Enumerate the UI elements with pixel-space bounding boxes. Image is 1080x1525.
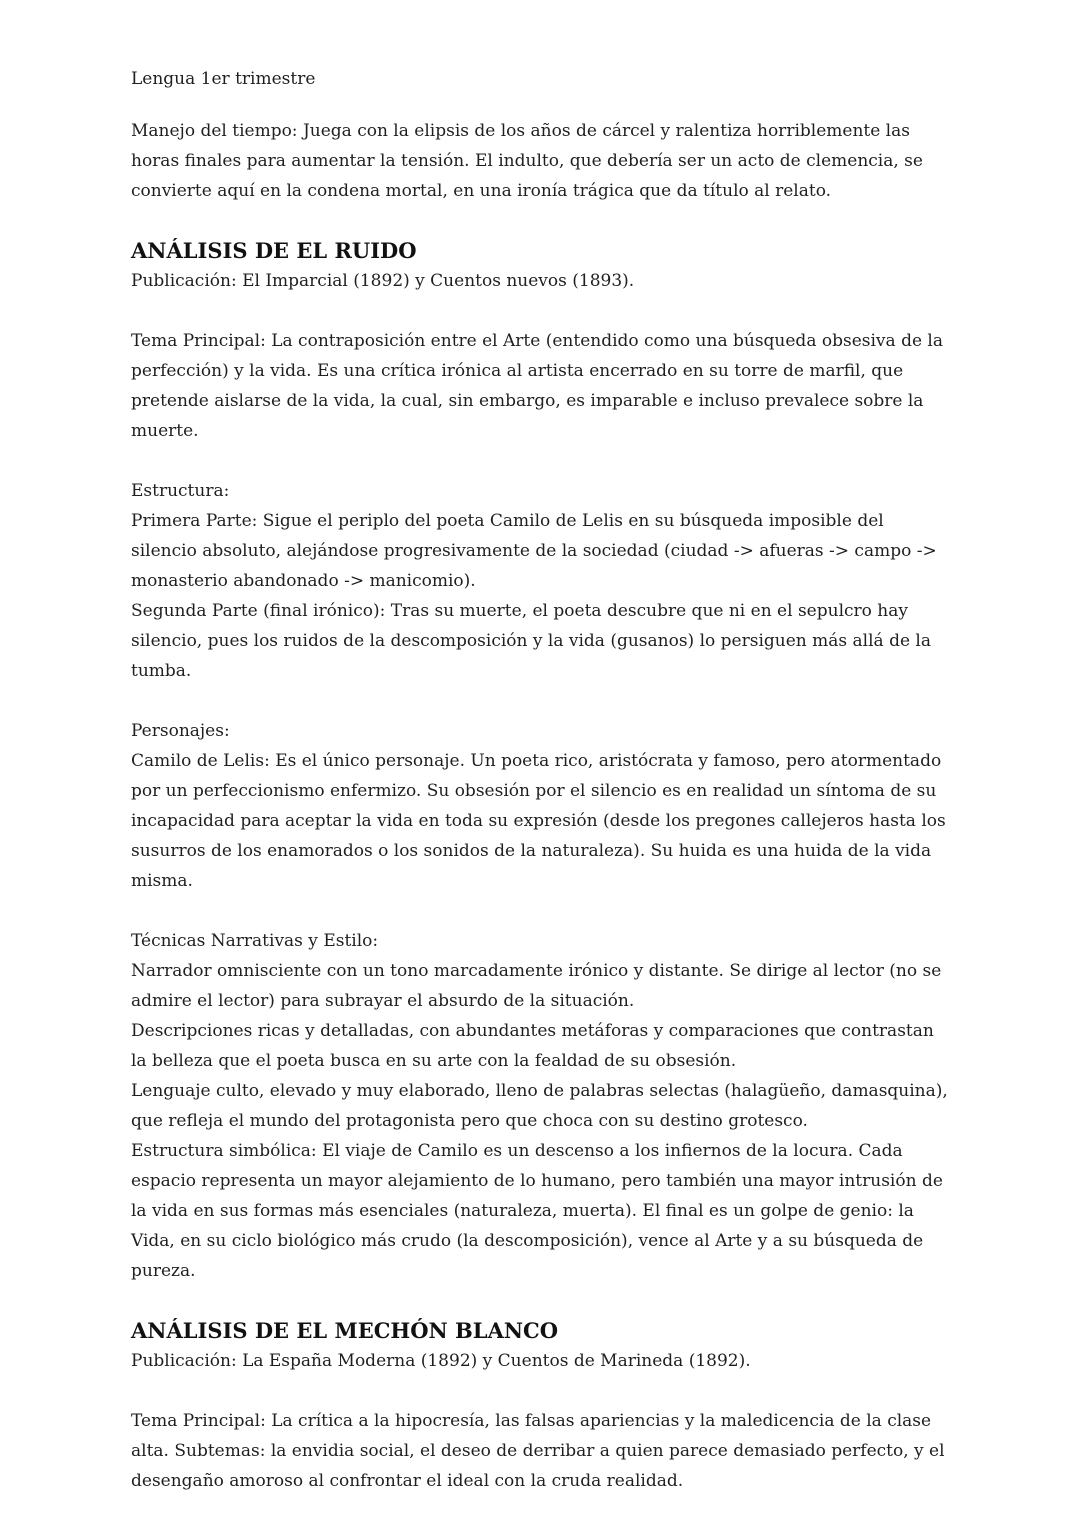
heading-analisis-el-mechon-blanco: ANÁLISIS DE EL MECHÓN BLANCO [131,1318,559,1343]
ruido-publicacion: Publicación: El Imparcial (1892) y Cuentos nuevos (1893). [131,271,635,291]
spacer [131,446,951,476]
ruido-descripciones: Descripciones ricas y detalladas, con abundantes metáforas y comparaciones que contrastan la belleza que el poeta busca en su arte con la fealdad de su obsesión. [131,1021,934,1071]
mechon-tema-principal: Tema Principal: La crítica a la hipocresía, las falsas apariencias y la maledicencia de la clase alta. Subtemas: la envidia social, el deseo de derribar a quien parece demasiado perfecto, y el desengaño amoroso al confrontar el ideal con la cruda realidad. [131,1411,945,1491]
ruido-estructura-label: Estructura: [131,481,230,501]
spacer [131,1376,951,1406]
heading-analisis-el-ruido: ANÁLISIS DE EL RUIDO [131,238,417,263]
spacer [131,896,951,926]
ruido-narrador: Narrador omnisciente con un tono marcadamente irónico y distante. Se dirige al lector (no se admire el lector) para subrayar el absurdo de la situación. [131,961,942,1011]
ruido-estructura-simbolica: Estructura simbólica: El viaje de Camilo es un descenso a los infiernos de la locura. Cada espacio representa un mayor alejamiento de lo humano, pero también una mayor intrusión de la vida en sus formas más esenciales (naturaleza, muerta). El final es un golpe de genio: la Vida, en su ciclo biológico más crudo (la descomposición), vence al Arte y a su búsqueda de pureza. [131,1141,943,1281]
paragraph-manejo-tiempo: Manejo del tiempo: Juega con la elipsis de los años de cárcel y ralentiza horriblemente las horas finales para aumentar la tensión. El indulto, que debería ser un acto de clemencia, se convierte aquí en la condena mortal, en una ironía trágica que da título al relato. [131,121,923,201]
ruido-tecnicas-label: Técnicas Narrativas y Estilo: [131,931,379,951]
ruido-lenguaje: Lenguaje culto, elevado y muy elaborado, lleno de palabras selectas (halagüeño, damasquina), que refleja el mundo del protagonista pero que choca con su destino grotesco. [131,1081,948,1131]
spacer [131,686,951,716]
ruido-tema-principal: Tema Principal: La contraposición entre el Arte (entendido como una búsqueda obsesiva de la perfección) y la vida. Es una crítica irónica al artista encerrado en su torre de marfil, que pretende aislarse de la vida, la cual, sin embargo, es imparable e incluso prevalece sobre la muerte. [131,331,943,441]
ruido-personajes-label: Personajes: [131,721,230,741]
spacer [131,296,951,326]
mechon-publicacion: Publicación: La España Moderna (1892) y Cuentos de Marineda (1892). [131,1351,751,1371]
ruido-segunda-parte: Segunda Parte (final irónico): Tras su muerte, el poeta descubre que ni en el sepulcro hay silencio, pues los ruidos de la descomposición y la vida (gusanos) lo persiguen más allá de la tumba. [131,601,931,681]
page-header: Lengua 1er trimestre [131,69,316,89]
ruido-camilo-de-lelis: Camilo de Lelis: Es el único personaje. Un poeta rico, aristócrata y famoso, pero atormentado por un perfeccionismo enfermizo. Su obsesión por el silencio es en realidad un síntoma de su incapacidad para aceptar la vida en toda su expresión (desde los pregones callejeros hasta los susurros de los enamorados o los sonidos de la naturaleza). Su huida es una huida de la vida misma. [131,751,946,891]
ruido-primera-parte: Primera Parte: Sigue el periplo del poeta Camilo de Lelis en su búsqueda imposible del silencio absoluto, alejándose progresivamente de la sociedad (ciudad -> afueras -> campo -> monasterio abandonado -> manicomio). [131,511,937,591]
document-body [131,64,951,1496]
